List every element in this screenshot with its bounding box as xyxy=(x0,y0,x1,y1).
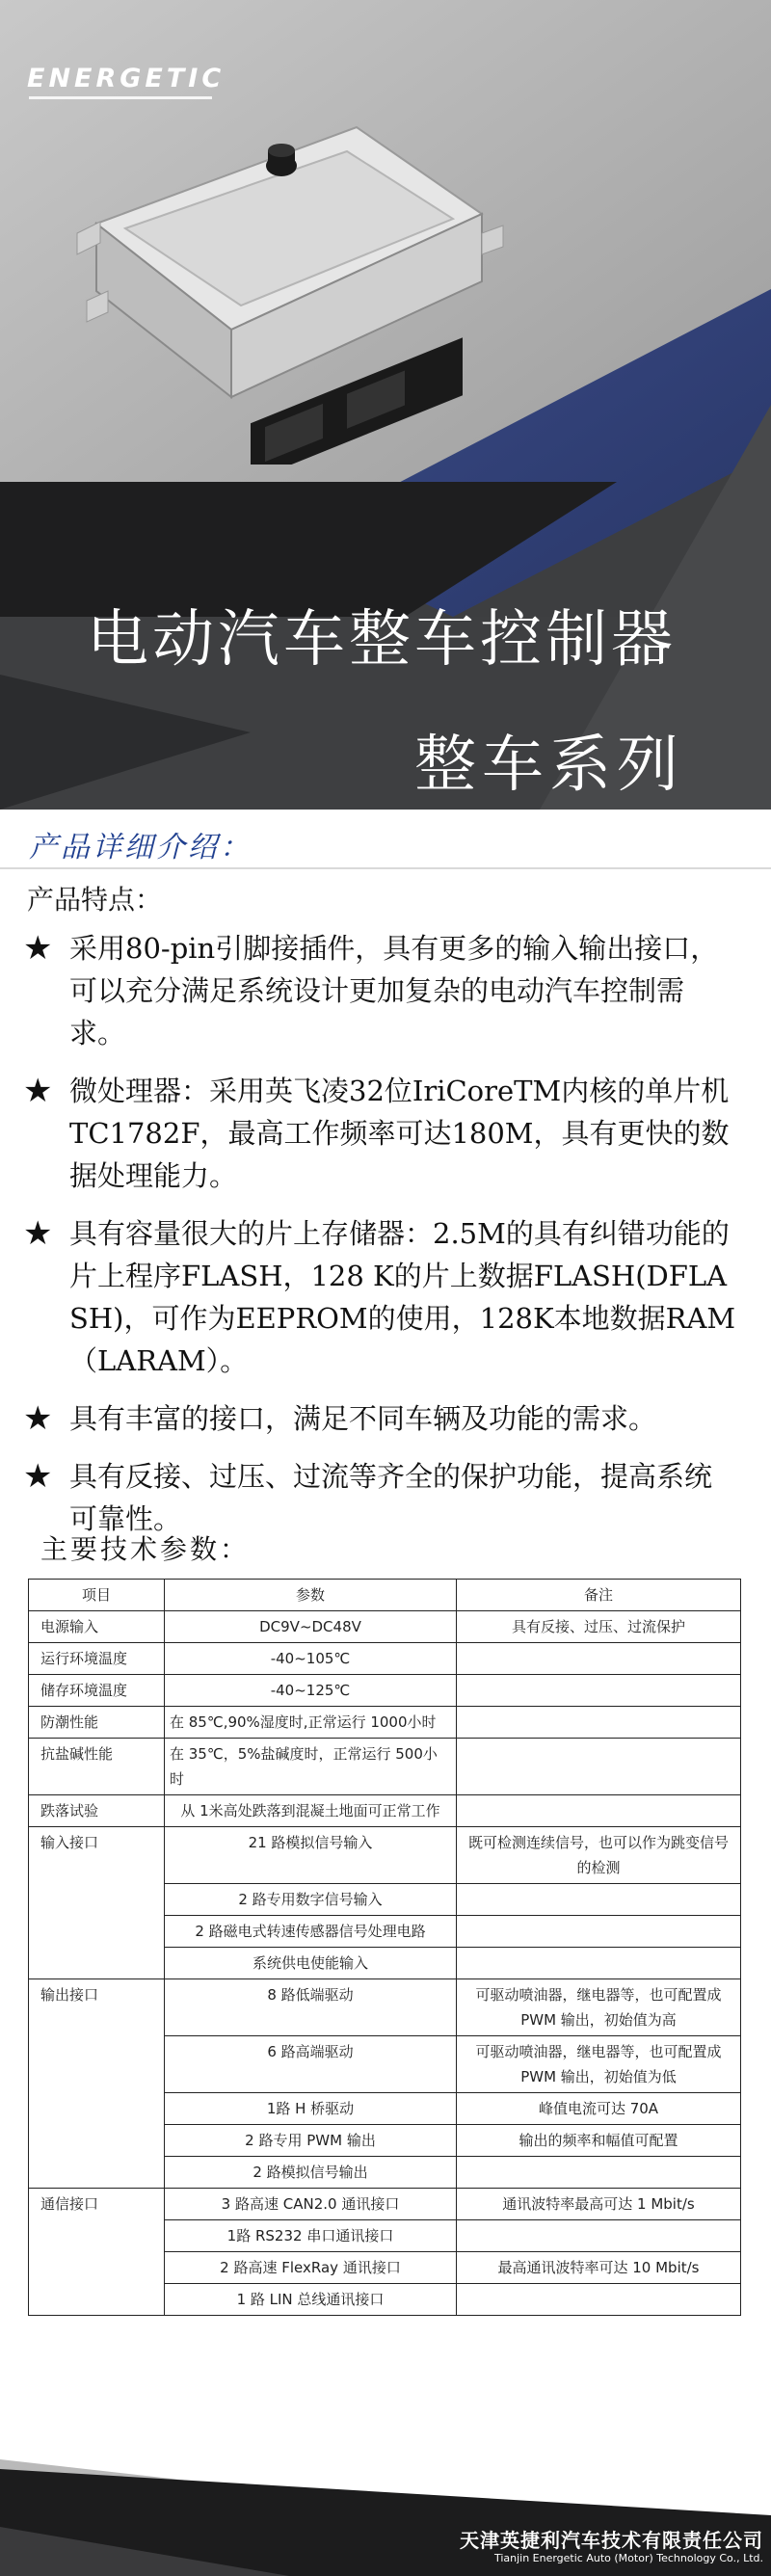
cell-param: 在 85℃,90%湿度时,正常运行 1000小时 xyxy=(165,1707,457,1739)
features-heading: 产品特点： xyxy=(27,884,163,916)
params-heading: 主要技术参数： xyxy=(40,1533,251,1565)
cell-note xyxy=(457,1884,741,1916)
cell-item: 输出接口 xyxy=(29,1979,165,2189)
hero-banner xyxy=(0,0,771,810)
cell-note xyxy=(457,1739,741,1795)
table-row xyxy=(29,1675,741,1707)
cell-param: DC9V~DC48V xyxy=(165,1611,457,1643)
brand-logo: ENERGETIC xyxy=(27,64,226,93)
feature-text: 采用80-pin引脚接插件，具有更多的输入输出接口，可以充分满足系统设计更加复杂的电动汽车控制需求。 xyxy=(69,932,719,1049)
cell-param: 21 路模拟信号输入 xyxy=(165,1827,457,1884)
cell-param: 6 路高端驱动 xyxy=(165,2036,457,2093)
cell-note xyxy=(457,2157,741,2189)
table-row xyxy=(29,1795,741,1827)
cell-note xyxy=(457,2284,741,2316)
cell-item: 通信接口 xyxy=(29,2189,165,2316)
cell-param: 系统供电使能输入 xyxy=(165,1948,457,1979)
table-row xyxy=(29,1979,741,2036)
feature-item xyxy=(23,1455,736,1540)
cell-param: 2 路模拟信号输出 xyxy=(165,2157,457,2189)
cell-item: 储存环境温度 xyxy=(29,1675,165,1707)
cell-note: 输出的频率和幅值可配置 xyxy=(457,2125,741,2157)
cell-note xyxy=(457,1707,741,1739)
table-row xyxy=(29,1707,741,1739)
divider xyxy=(0,867,771,869)
feature-text: 微处理器：采用英飞凌32位IriCoreTM内核的单片机TC1782F，最高工作频率可达180M，具有更快的数据处理能力。 xyxy=(69,1075,730,1192)
cell-item: 运行环境温度 xyxy=(29,1643,165,1675)
feature-item xyxy=(23,1397,736,1440)
cell-note xyxy=(457,1795,741,1827)
feature-list xyxy=(23,927,736,1555)
footer-banner xyxy=(0,2402,771,2576)
cell-param: 1路 H 桥驱动 xyxy=(165,2093,457,2125)
cell-note xyxy=(457,1643,741,1675)
cell-param: 从 1米高处跌落到混凝土地面可正常工作 xyxy=(165,1795,457,1827)
cell-note xyxy=(457,1948,741,1979)
star-icon: ★ xyxy=(23,1399,53,1438)
feature-item xyxy=(23,1070,736,1197)
cell-note: 峰值电流可达 70A xyxy=(457,2093,741,2125)
section-intro-heading: 产品详细介绍： xyxy=(29,831,252,864)
ecu-controller-image xyxy=(58,108,511,465)
cell-item: 抗盐碱性能 xyxy=(29,1739,165,1795)
star-icon: ★ xyxy=(23,1072,53,1110)
cell-param: -40~125℃ xyxy=(165,1675,457,1707)
feature-item xyxy=(23,927,736,1054)
cell-param: 1 路 LIN 总线通讯接口 xyxy=(165,2284,457,2316)
company-name-cn: 天津英捷利汽车技术有限责任公司 xyxy=(460,2529,763,2552)
cell-param: 1路 RS232 串口通讯接口 xyxy=(165,2220,457,2252)
cell-item: 电源输入 xyxy=(29,1611,165,1643)
spec-table xyxy=(28,1579,741,2316)
cell-param: 2 路磁电式转速传感器信号处理电路 xyxy=(165,1916,457,1948)
header-note: 备注 xyxy=(457,1580,741,1611)
cell-note xyxy=(457,1916,741,1948)
cell-note: 最高通讯波特率可达 10 Mbit/s xyxy=(457,2252,741,2284)
cell-note xyxy=(457,2220,741,2252)
cell-item: 跌落试验 xyxy=(29,1795,165,1827)
cell-item: 防潮性能 xyxy=(29,1707,165,1739)
table-row xyxy=(29,1827,741,1884)
cell-param: 在 35℃，5%盐碱度时，正常运行 500小时 xyxy=(165,1739,457,1795)
cell-note: 既可检测连续信号，也可以作为跳变信号的检测 xyxy=(457,1827,741,1884)
table-header-row xyxy=(29,1580,741,1611)
feature-text: 具有容量很大的片上存储器：2.5M的具有纠错功能的片上程序FLASH，128 K的片上数据FLASH(DFLASH)，可作为EEPROM的使用，128K本地数据RAM （LARAM）。 xyxy=(69,1217,736,1377)
cell-note: 具有反接、过压、过流保护 xyxy=(457,1611,741,1643)
cell-note: 可驱动喷油器，继电器等，也可配置成 PWM 输出，初始值为高 xyxy=(457,1979,741,2036)
star-icon: ★ xyxy=(23,1457,53,1496)
logo-underline xyxy=(29,96,212,99)
product-title: 电动汽车整车控制器 xyxy=(87,604,677,676)
cell-item: 输入接口 xyxy=(29,1827,165,1979)
header-item: 项目 xyxy=(29,1580,165,1611)
cell-param: 2 路专用 PWM 输出 xyxy=(165,2125,457,2157)
table-row xyxy=(29,2189,741,2220)
cell-note: 通讯波特率最高可达 1 Mbit/s xyxy=(457,2189,741,2220)
cell-note: 可驱动喷油器，继电器等，也可配置成 PWM 输出，初始值为低 xyxy=(457,2036,741,2093)
table-row xyxy=(29,1611,741,1643)
star-icon: ★ xyxy=(23,1214,53,1253)
feature-text: 具有丰富的接口，满足不同车辆及功能的需求。 xyxy=(69,1402,657,1435)
table-row xyxy=(29,1739,741,1795)
feature-text: 具有反接、过压、过流等齐全的保护功能，提高系统可靠性。 xyxy=(69,1460,713,1535)
cell-param: 8 路低端驱动 xyxy=(165,1979,457,2036)
company-name-en: Tianjin Energetic Auto (Motor) Technology Co., Ltd. xyxy=(493,2552,763,2564)
cell-note xyxy=(457,1675,741,1707)
cell-param: 2 路专用数字信号输入 xyxy=(165,1884,457,1916)
cell-param: 3 路高速 CAN2.0 通讯接口 xyxy=(165,2189,457,2220)
cell-param: 2 路高速 FlexRay 通讯接口 xyxy=(165,2252,457,2284)
product-series: 整车系列 xyxy=(414,730,684,801)
feature-item xyxy=(23,1212,736,1382)
header-param: 参数 xyxy=(165,1580,457,1611)
table-row xyxy=(29,1643,741,1675)
star-icon: ★ xyxy=(23,929,53,968)
cell-param: -40~105℃ xyxy=(165,1643,457,1675)
